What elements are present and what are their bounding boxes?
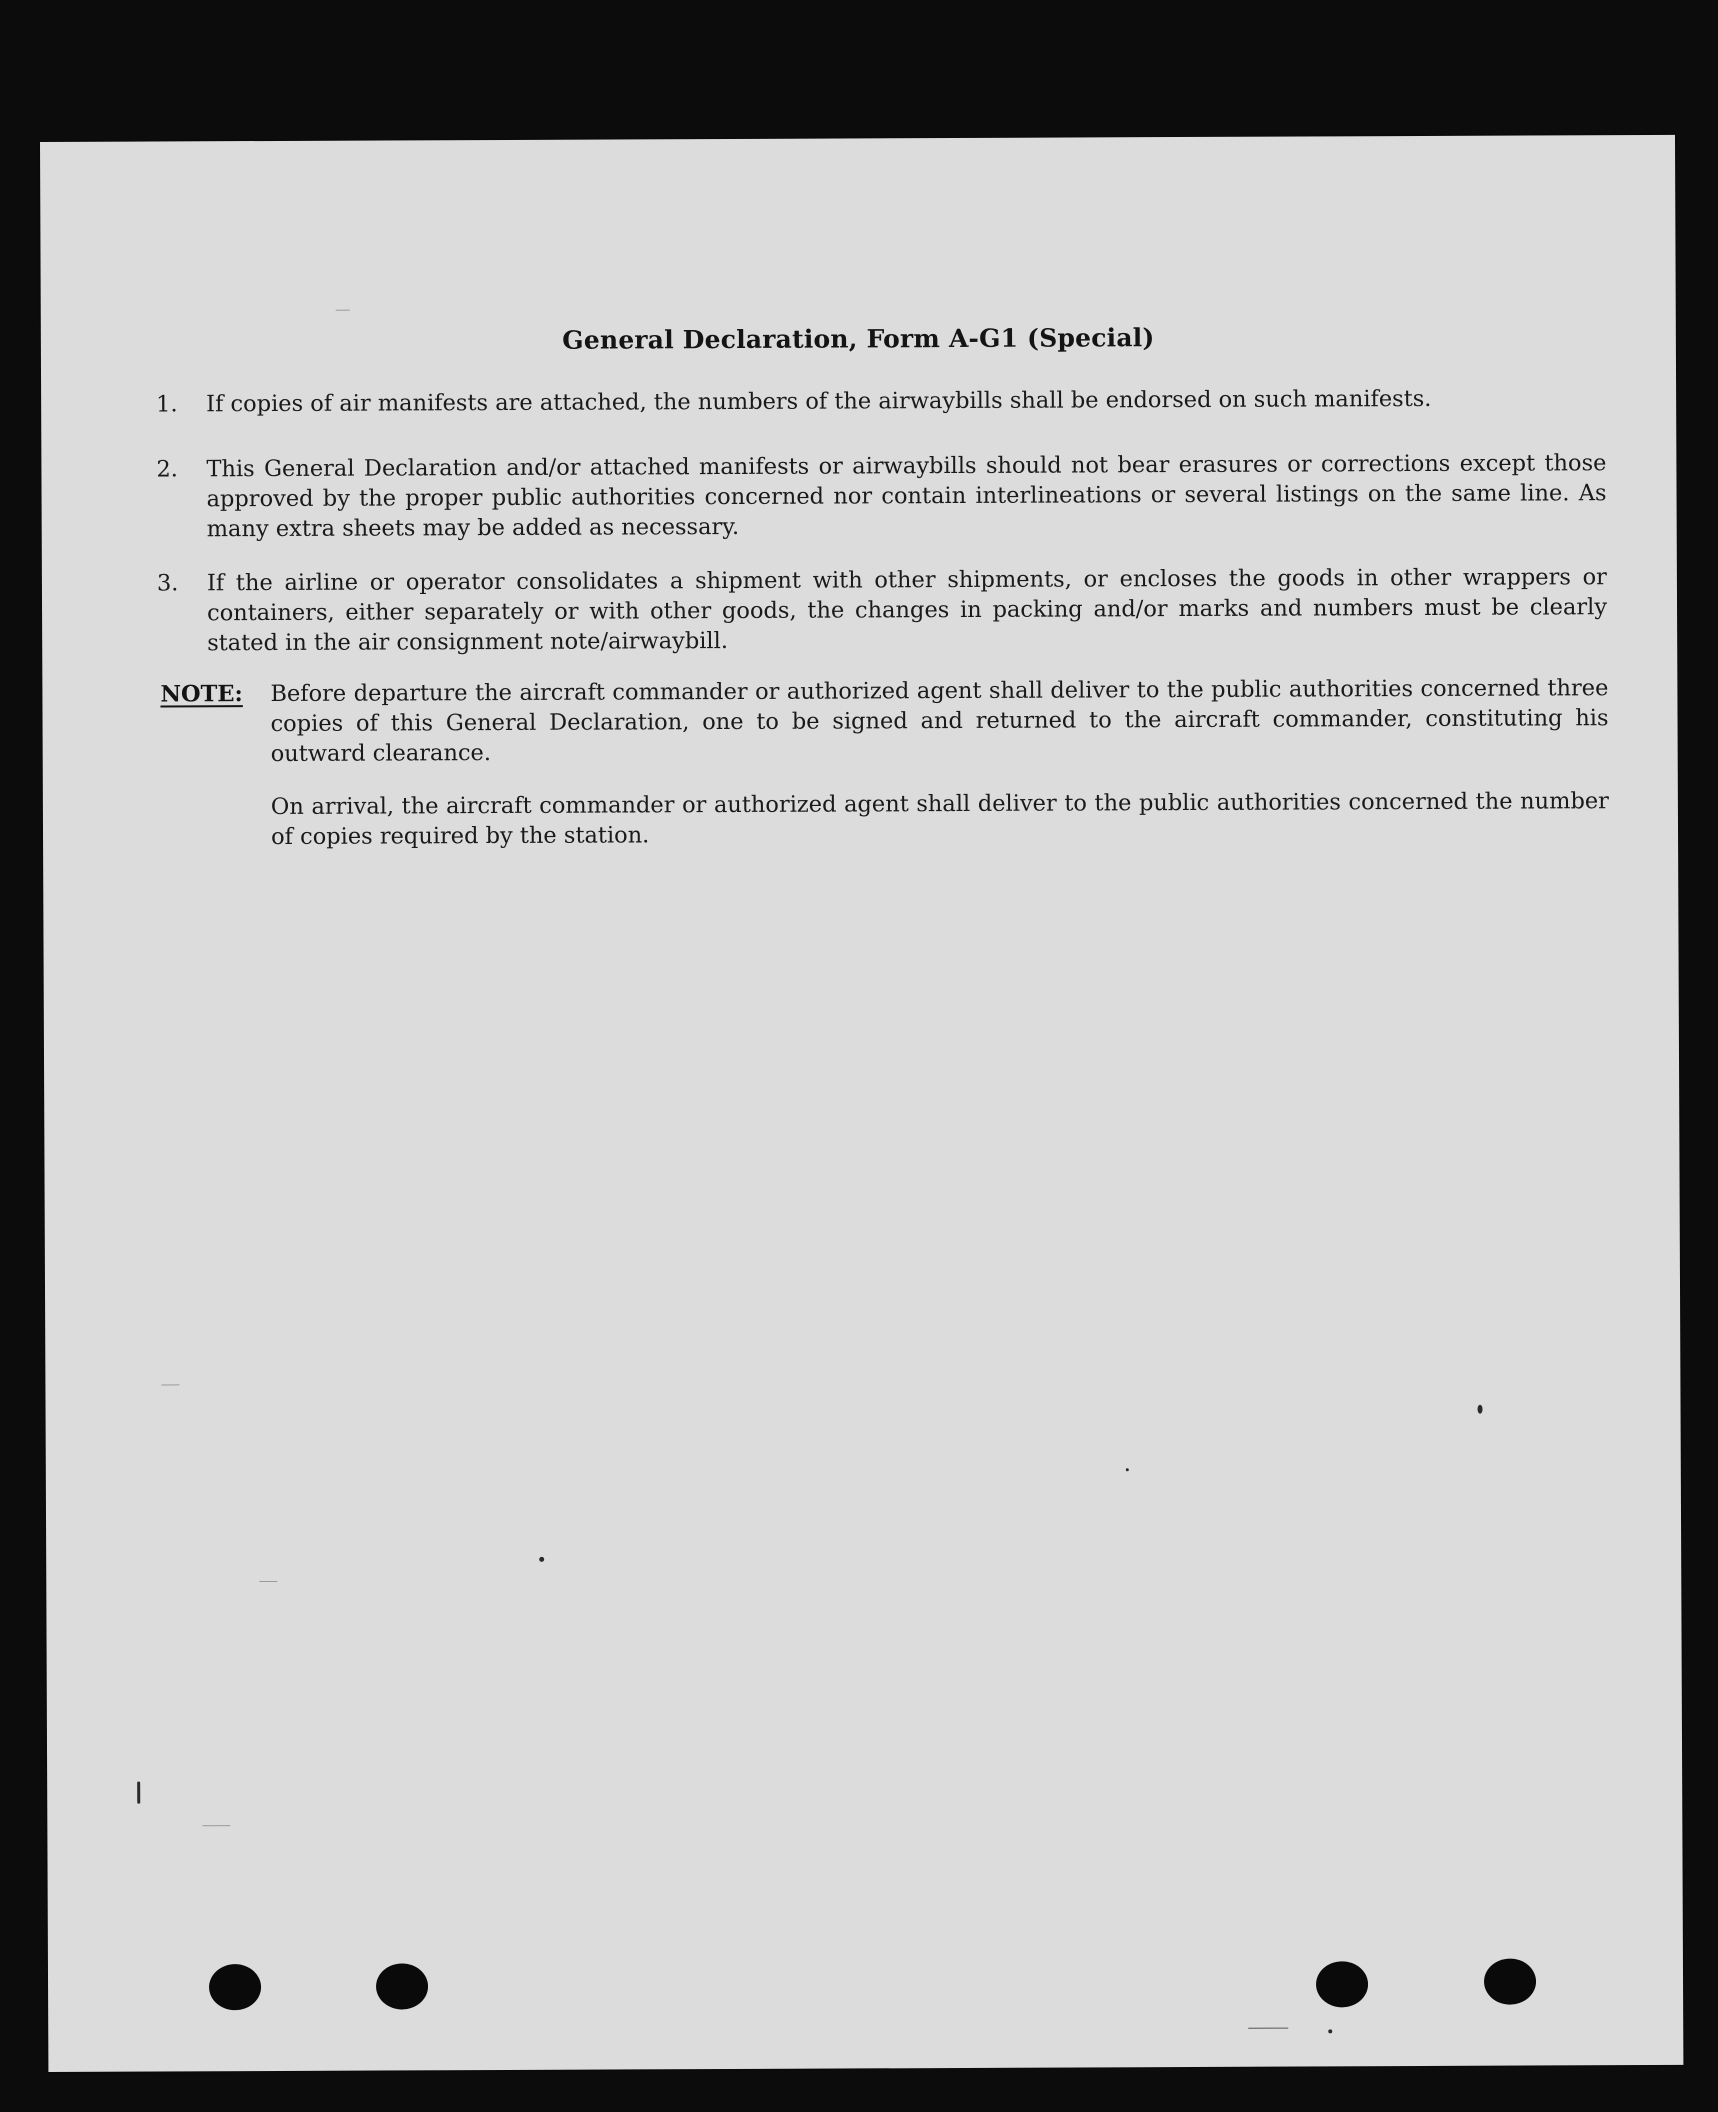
scan-mark: [161, 1384, 179, 1385]
scan-mark: [336, 310, 350, 311]
note-paragraph: On arrival, the aircraft commander or authorized agent shall deliver to the public authorities concerned the number of copies required by the station.: [270, 788, 1609, 850]
list-item-text: If copies of air manifests are attached, the numbers of the airwaybills shall be endorsed on such manifests.: [206, 385, 1432, 418]
scan-speck: [1328, 2029, 1332, 2033]
list-item-number: 1.: [156, 391, 178, 418]
list-item-number: 2.: [156, 456, 178, 483]
punch-hole: [209, 1964, 261, 2010]
punch-hole: [1316, 1961, 1368, 2007]
scan-speck: [137, 1782, 140, 1804]
scan-speck: [539, 1557, 544, 1562]
list-item-number: 3.: [156, 570, 179, 597]
scan-mark: [202, 1825, 230, 1826]
document-page: [40, 135, 1683, 2072]
list-item: [156, 383, 1606, 419]
scan-speck: [1126, 1468, 1129, 1471]
list-item-text: If the airline or operator consolidates a shipment with other shipments, or encloses the goods in other wrappers or containers, either separately or with other goods, the changes in packing and/or marks and numbers must be clearly stated in the air consignment note/airwaybill.: [206, 564, 1608, 657]
scan-speck: [1478, 1405, 1483, 1414]
note-paragraph: Before departure the aircraft commander or authorized agent shall deliver to the public authorities concerned three copies of this General Declaration, one to be signed and returned to the aircraft commander, constituting his outward clearance.: [270, 675, 1609, 767]
note-label: NOTE:: [160, 681, 243, 708]
list-item: [156, 448, 1606, 544]
scan-mark: [259, 1581, 277, 1582]
document-title: General Declaration, Form A-G1 (Special): [562, 323, 1155, 355]
punch-hole: [1484, 1958, 1536, 2004]
list-item: [157, 562, 1607, 658]
list-item-text: This General Declaration and/or attached manifests or airwaybills should not bear erasures or corrections except those approved by the proper public authorities concerned nor contain interlineations or several listings on the same line. As many extra sheets may be added as necessary.: [206, 450, 1607, 543]
scan-mark: [1248, 2028, 1288, 2029]
punch-hole: [376, 1963, 428, 2009]
